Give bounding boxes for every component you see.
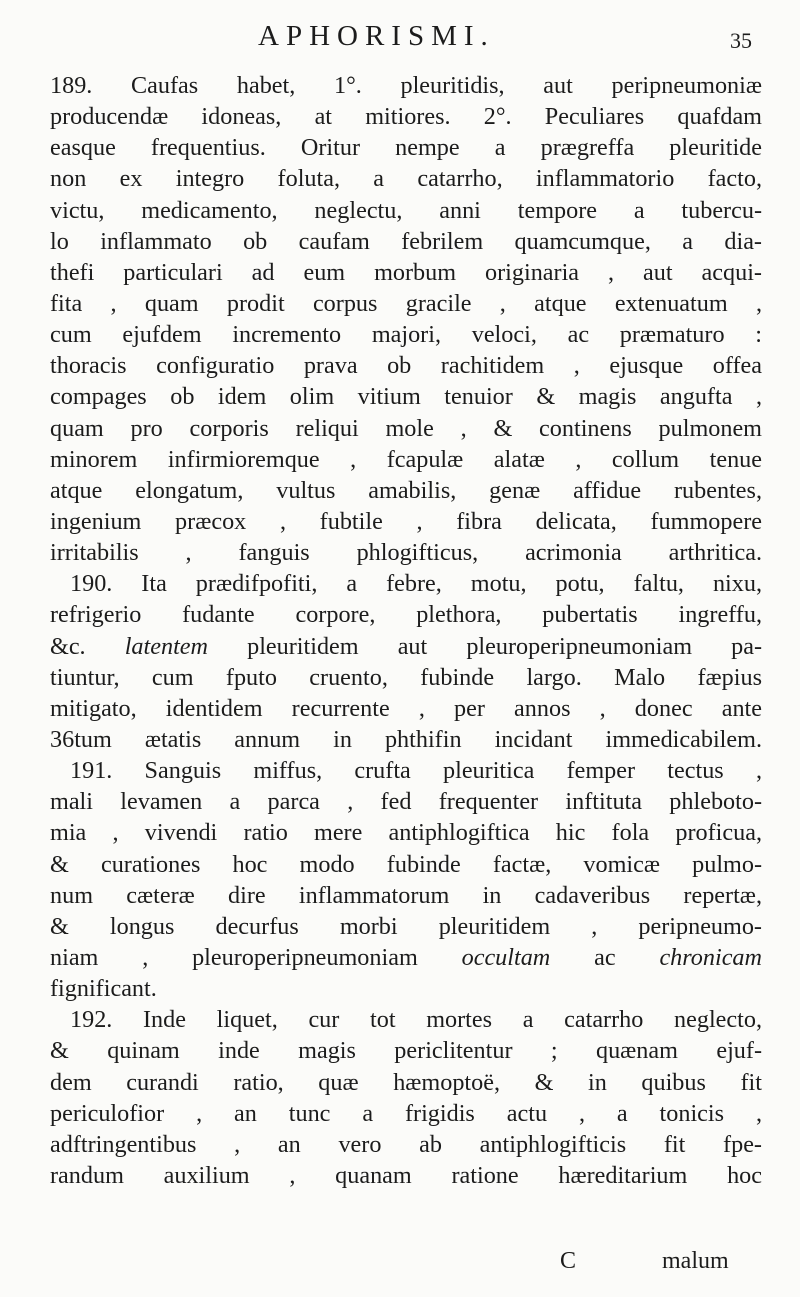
text-line: & curationes hoc modo fubinde factæ, vomicæ pulmo- <box>50 850 762 878</box>
text-line: compages ob idem olim vitium tenuior & magis angufta , <box>50 383 762 411</box>
text-line: & longus decurfus morbi pleuritidem , peripneumo- <box>50 912 762 940</box>
body-text <box>50 70 762 1191</box>
page-header <box>0 18 800 66</box>
text-line: thoracis configuratio prava ob rachitidem , ejusque offea <box>50 352 762 380</box>
text-line: 192. Inde liquet, cur tot mortes a catarrho neglecto, <box>70 1006 762 1034</box>
text-line: mia , vivendi ratio mere antiphlogiftica hic fola proficua, <box>50 819 762 847</box>
text-line: mali levamen a parca , fed frequenter inftituta phleboto- <box>50 788 762 816</box>
text-line: cum ejufdem incremento majori, veloci, ac præmaturo : <box>50 321 762 349</box>
text-line: quam pro corporis reliqui mole , & continens pulmonem <box>50 414 762 442</box>
text-line: producendæ idoneas, at mitiores. 2°. Peculiares quafdam <box>50 103 762 131</box>
text-line: fignificant. <box>50 975 157 1003</box>
text-line: randum auxilium , quanam ratione hæreditarium hoc <box>50 1161 762 1189</box>
text-line: dem curandi ratio, quæ hæmoptoë, & in quibus fit <box>50 1068 762 1096</box>
text-line: niam , pleuroperipneumoniam occultam ac chronicam <box>50 943 762 971</box>
text-line: & quinam inde magis periclitentur ; quænam ejuf- <box>50 1037 762 1065</box>
text-line: lo inflammato ob caufam febrilem quamcumque, a dia- <box>50 227 762 255</box>
text-line: mitigato, identidem recurrente , per annos , donec ante <box>50 694 762 722</box>
text-line: 36tum ætatis annum in phthifin incidant immedicabilem. <box>50 725 762 753</box>
text-line: non ex integro foluta, a catarrho, inflammatorio facto, <box>50 165 762 193</box>
text-line: 191. Sanguis miffus, crufta pleuritica femper tectus , <box>70 757 762 785</box>
text-line: periculofior , an tunc a frigidis actu , a tonicis , <box>50 1099 762 1127</box>
page-number: 35 <box>730 28 752 53</box>
text-line: atque elongatum, vultus amabilis, genæ affidue rubentes, <box>50 476 762 504</box>
text-line: fita , quam prodit corpus gracile , atque extenuatum , <box>50 289 762 317</box>
text-line: ingenium præcox , fubtile , fibra delicata, fummopere <box>50 507 762 535</box>
text-line: refrigerio fudante corpore, plethora, pubertatis ingreffu, <box>50 601 762 629</box>
catchword-line <box>560 1248 729 1275</box>
text-line: easque frequentius. Oritur nempe a prægreffa pleuritide <box>50 134 762 162</box>
signature-mark: C <box>560 1248 577 1274</box>
text-line: &c. latentem pleuritidem aut pleuroperipneumoniam pa- <box>50 632 762 660</box>
text-line: tiuntur, cum fputo cruento, fubinde largo. Malo fæpius <box>50 663 762 691</box>
text-line: minorem infirmioremque , fcapulæ alatæ , collum tenue <box>50 445 762 473</box>
text-line: irritabilis , fanguis phlogifticus, acrimonia arthritica. <box>50 539 762 567</box>
text-line: adftringentibus , an vero ab antiphlogifticis fit fpe- <box>50 1130 762 1158</box>
text-line: 190. Ita prædifpofiti, a febre, motu, potu, faltu, nixu, <box>70 570 762 598</box>
text-line: num cæteræ dire inflammatorum in cadaveribus repertæ, <box>50 881 762 909</box>
text-line: thefi particulari ad eum morbum originaria , aut acqui- <box>50 258 762 286</box>
text-line: victu, medicamento, neglectu, anni tempore a tubercu- <box>50 196 762 224</box>
catchword: malum <box>662 1248 729 1274</box>
running-title: APHORISMI. <box>258 20 495 52</box>
text-line: 189. Caufas habet, 1°. pleuritidis, aut peripneumoniæ <box>50 72 762 99</box>
